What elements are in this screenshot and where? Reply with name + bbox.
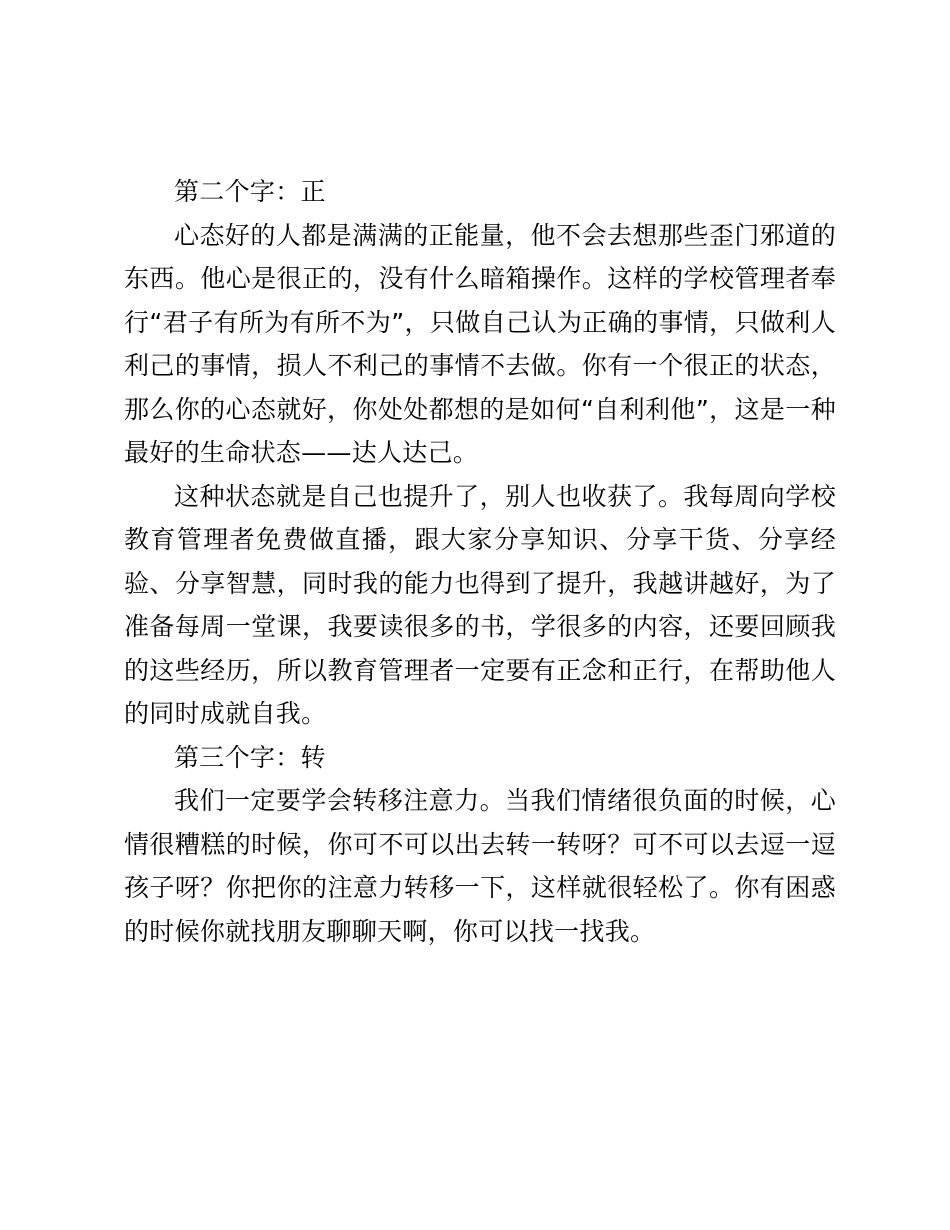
body-paragraph: 心态好的人都是满满的正能量，他不会去想那些歪门邪道的东西。他心是很正的，没有什么暗箱操作。这样的学校管理者奉行“君子有所为有所不为”，只做自己认为正确的事情，只做利人利己的事情，损人不利己的事情不去做。你有一个很正的状态，那么你的心态就好，你处处都想的是如何“自利利他”，这是一种最好的生命状态——达人达己。: [124, 220, 836, 467]
section-heading-zhuan: 第三个字：转: [174, 742, 326, 772]
body-paragraph: 我们一定要学会转移注意力。当我们情绪很负面的时候，心情很糟糕的时候，你可不可以出去转一转呀？可不可以去逗一逗孩子呀？你把你的注意力转移一下，这样就很轻松了。你有困惑的时候你就找朋友聊聊天啊，你可以找一找我。: [124, 786, 836, 946]
body-paragraph: 这种状态就是自己也提升了，别人也收获了。我每周向学校教育管理者免费做直播，跟大家分享知识、分享干货、分享经验、分享智慧，同时我的能力也得到了提升，我越讲越好，为了准备每周一堂课，我要读很多的书，学很多的内容，还要回顾我的这些经历，所以教育管理者一定要有正念和正行，在帮助他人的同时成就自我。: [124, 481, 836, 728]
section-heading-zheng: 第二个字：正: [174, 177, 326, 206]
document-page: [124, 170, 836, 953]
